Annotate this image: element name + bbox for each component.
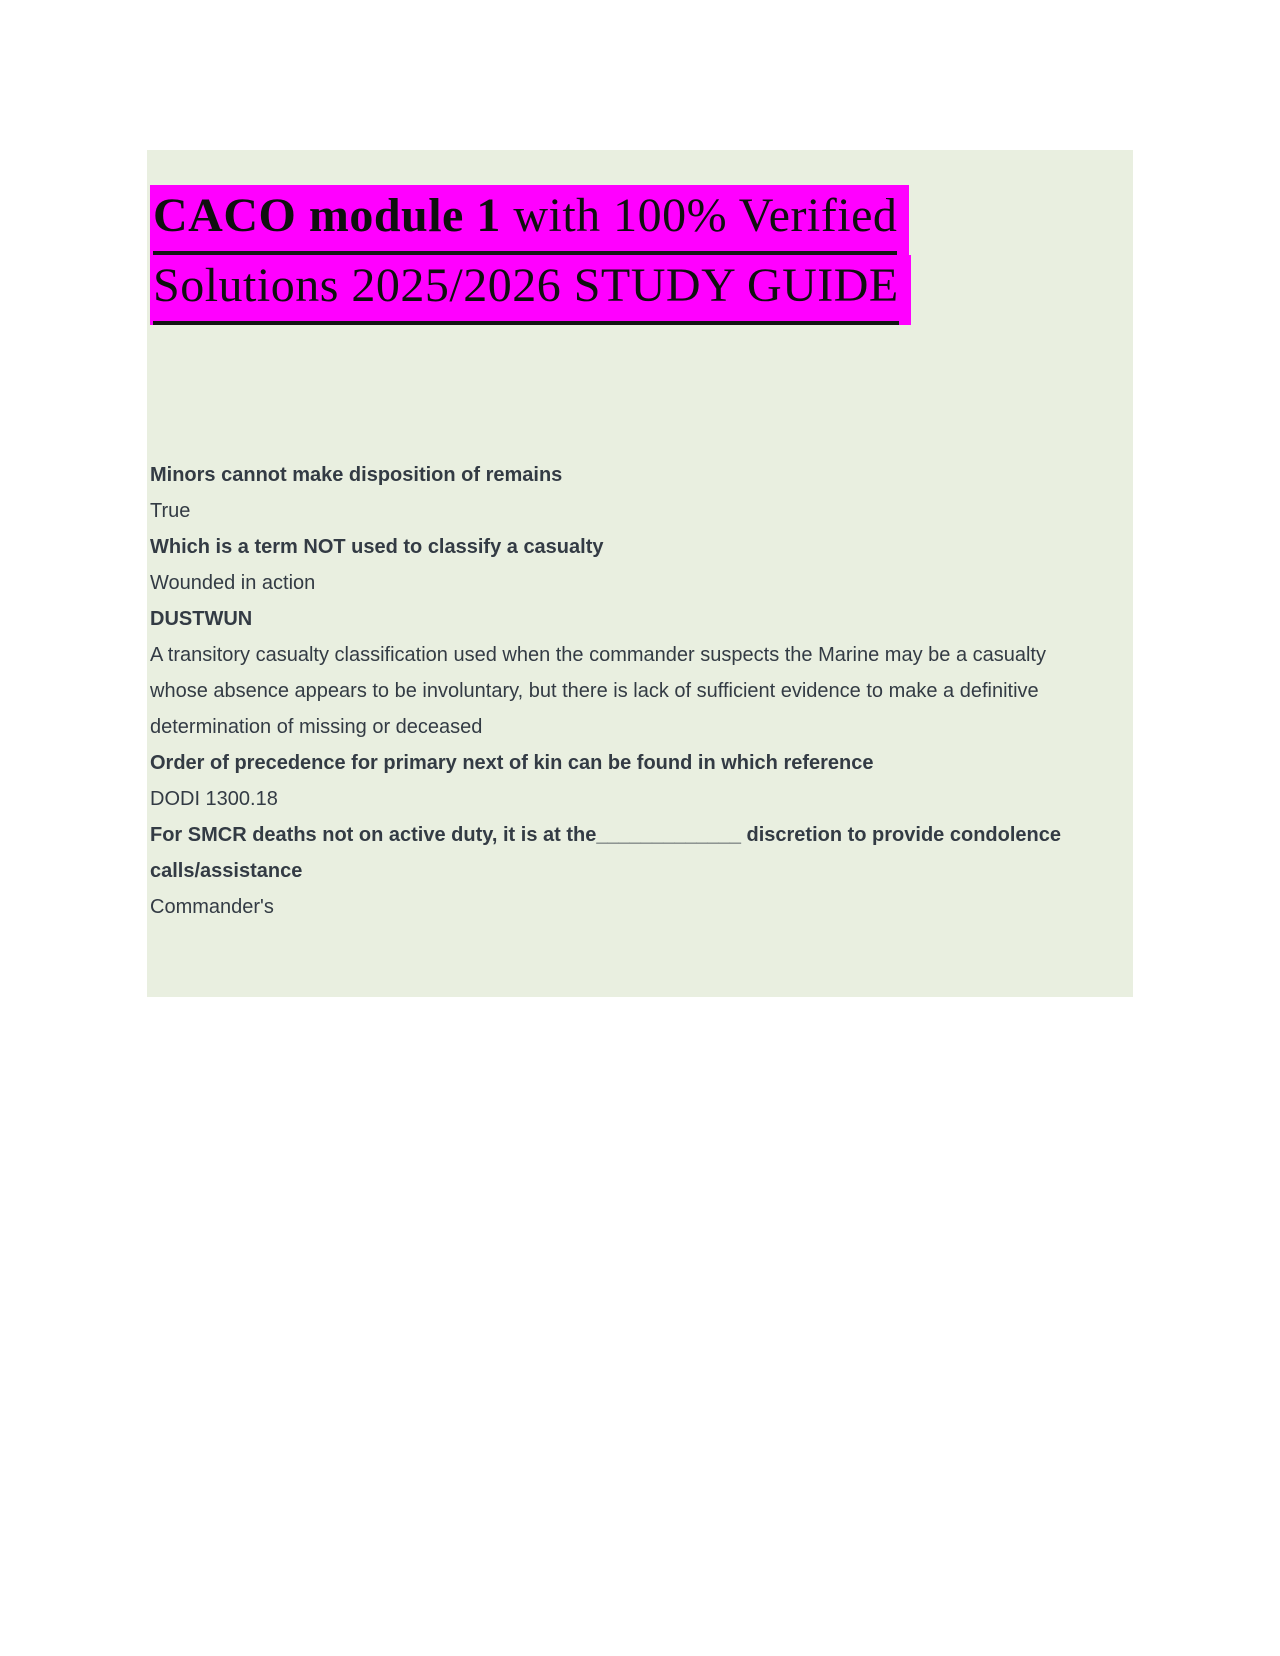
question-line: Minors cannot make disposition of remains xyxy=(150,464,563,486)
document-body xyxy=(150,457,1133,925)
title-underline: Solutions 2025/2026 STUDY GUIDE xyxy=(153,255,899,325)
question-line: Which is a term NOT used to classify a casualty xyxy=(150,536,604,558)
answer-line: determination of missing or deceased xyxy=(150,716,483,738)
answer-line: Commander's xyxy=(150,896,274,918)
document-page xyxy=(147,150,1133,997)
question-line: Order of precedence for primary next of kin can be found in which reference xyxy=(150,752,874,774)
title-bold-segment: CACO module 1 xyxy=(153,189,501,242)
question-line: For SMCR deaths not on active duty, it is at the_____________ discretion to provide condolence xyxy=(150,824,1061,846)
answer-line: Wounded in action xyxy=(150,572,316,594)
title-regular-segment: with 100% Verified xyxy=(500,189,898,242)
title-underline xyxy=(153,185,897,255)
question-line: calls/assistance xyxy=(150,860,303,882)
answer-line: DODI 1300.18 xyxy=(150,788,278,810)
document-title xyxy=(150,185,1133,325)
title-highlight xyxy=(150,255,911,325)
answer-line: whose absence appears to be involuntary, but there is lack of sufficient evidence to make a definitive xyxy=(150,680,1039,702)
question-line: DUSTWUN xyxy=(150,608,253,630)
title-highlight xyxy=(150,185,909,255)
answer-line: A transitory casualty classification used when the commander suspects the Marine may be a casualty xyxy=(150,644,1046,666)
title-line-1 xyxy=(150,185,1133,255)
answer-line: True xyxy=(150,500,191,522)
title-line-2 xyxy=(150,255,1133,325)
